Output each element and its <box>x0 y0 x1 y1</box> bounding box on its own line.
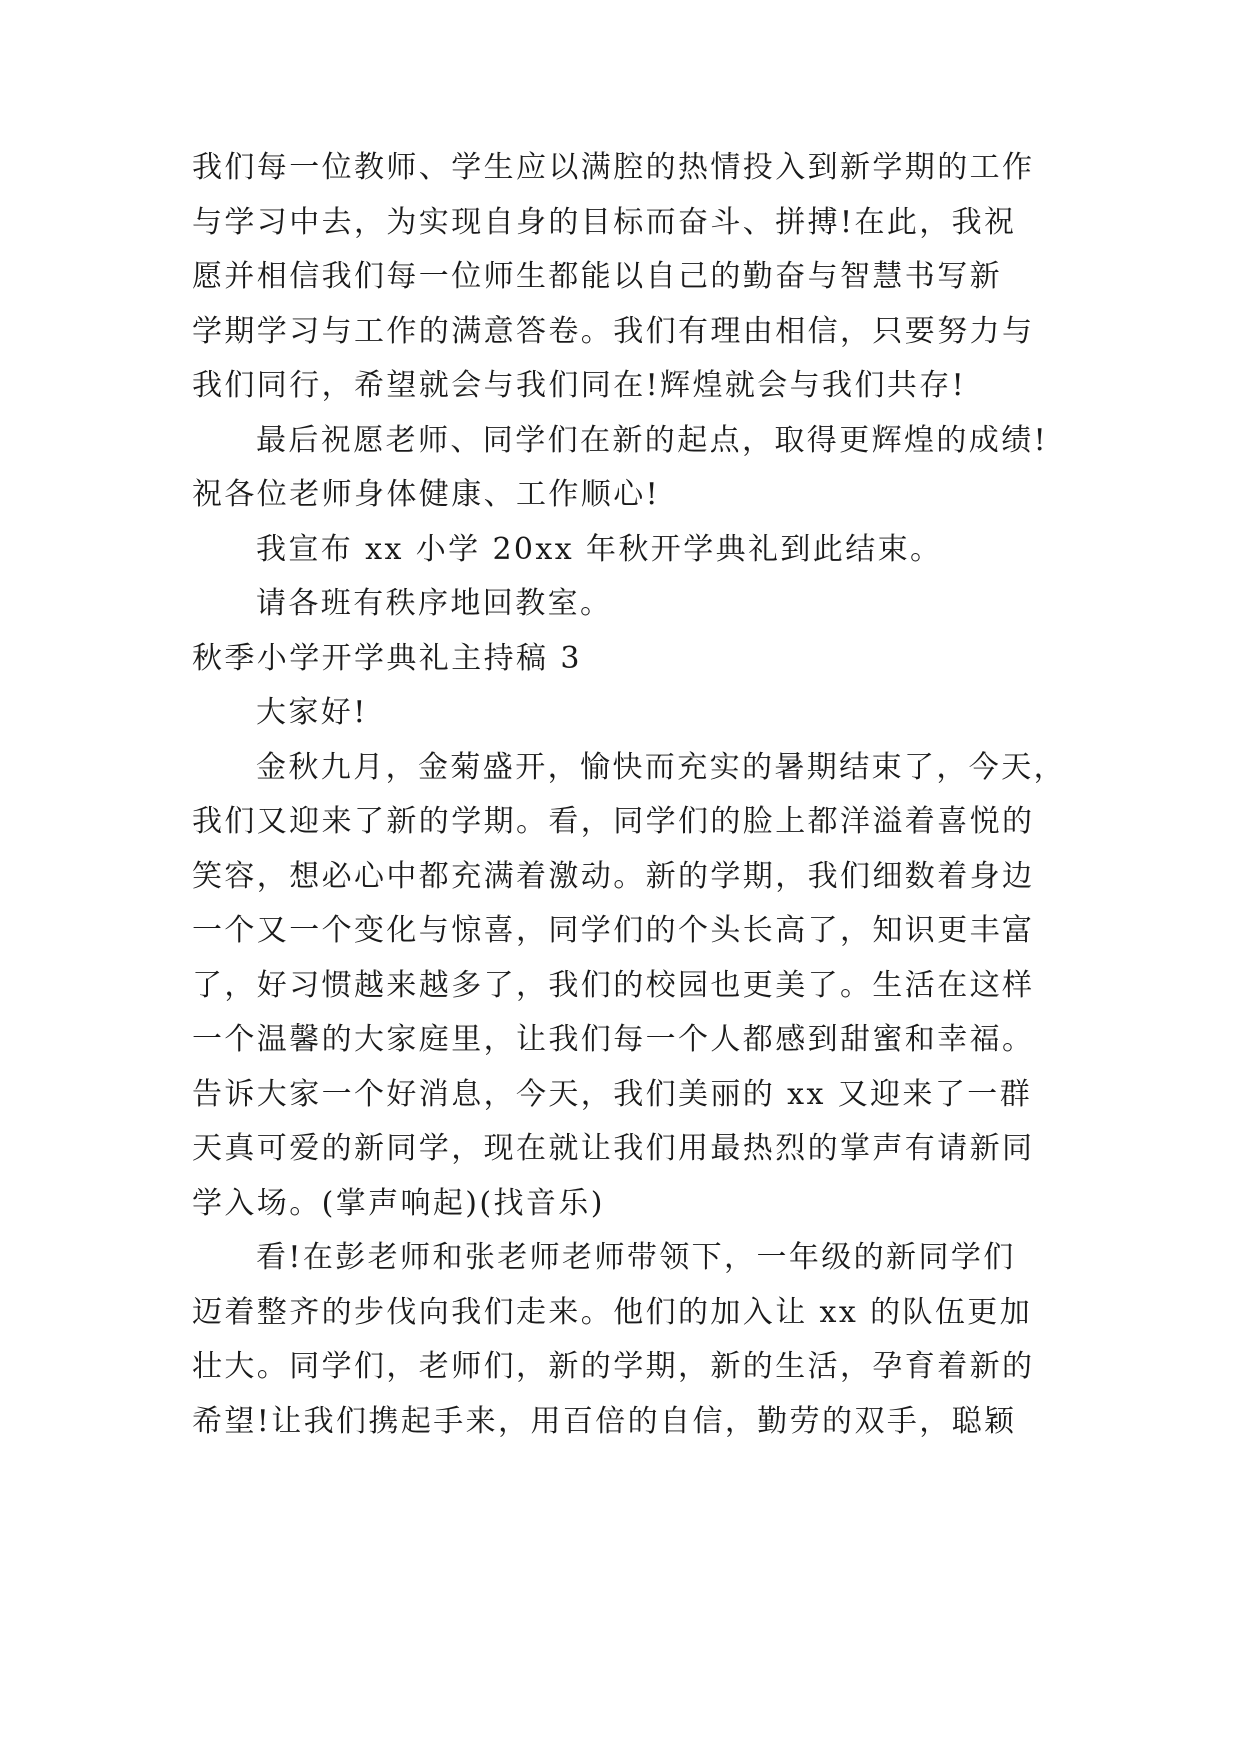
text-line: 学期学习与工作的满意答卷。我们有理由相信，只要努力与 <box>192 314 1035 349</box>
text-line: 希望!让我们携起手来，用百倍的自信，勤劳的双手，聪颖 <box>192 1404 1017 1439</box>
paragraph-dismissal: 请各班有秩序地回教室。 <box>256 586 613 621</box>
text-line: 我们每一位教师、学生应以满腔的热情投入到新学期的工作 <box>192 150 1035 185</box>
text-line: 我们同行，希望就会与我们同在!辉煌就会与我们共存! <box>192 368 967 403</box>
text-line: 了，好习惯越来越多了，我们的校园也更美了。生活在这样 <box>192 968 1035 1003</box>
text-line: 一个温馨的大家庭里，让我们每一个人都感到甜蜜和幸福。 <box>192 1022 1035 1057</box>
paragraph-closing-wishes: 最后祝愿老师、同学们在新的起点，取得更辉煌的成绩! <box>256 423 1049 458</box>
text-line: 一个又一个变化与惊喜，同学们的个头长高了，知识更丰富 <box>192 913 1035 948</box>
section-heading: 秋季小学开学典礼主持稿 3 <box>192 641 582 676</box>
paragraph-opening: 金秋九月，金菊盛开，愉快而充实的暑期结束了，今天， <box>256 750 1066 785</box>
text-line: 迈着整齐的步伐向我们走来。他们的加入让 xx 的队伍更加 <box>192 1295 1033 1330</box>
text-line: 与学习中去，为实现自身的目标而奋斗、拼搏!在此，我祝 <box>192 205 1017 240</box>
text-line: 我们又迎来了新的学期。看，同学们的脸上都洋溢着喜悦的 <box>192 804 1035 839</box>
text-line: 笑容，想必心中都充满着激动。新的学期，我们细数着身边 <box>192 859 1035 894</box>
text-line: 愿并相信我们每一位师生都能以自己的勤奋与智慧书写新 <box>192 259 1002 294</box>
greeting: 大家好! <box>256 695 368 730</box>
text-line: 学入场。(掌声响起)(找音乐) <box>192 1186 605 1221</box>
text-line: 祝各位老师身体健康、工作顺心! <box>192 477 661 512</box>
text-line: 天真可爱的新同学，现在就让我们用最热烈的掌声有请新同 <box>192 1131 1035 1166</box>
text-line: 告诉大家一个好消息，今天，我们美丽的 xx 又迎来了一群 <box>192 1077 1033 1112</box>
paragraph-look: 看!在彭老师和张老师老师带领下，一年级的新同学们 <box>256 1240 1016 1275</box>
paragraph-announcement: 我宣布 xx 小学 20xx 年秋开学典礼到此结束。 <box>256 532 943 567</box>
text-line: 壮大。同学们，老师们，新的学期，新的生活，孕育着新的 <box>192 1349 1035 1384</box>
